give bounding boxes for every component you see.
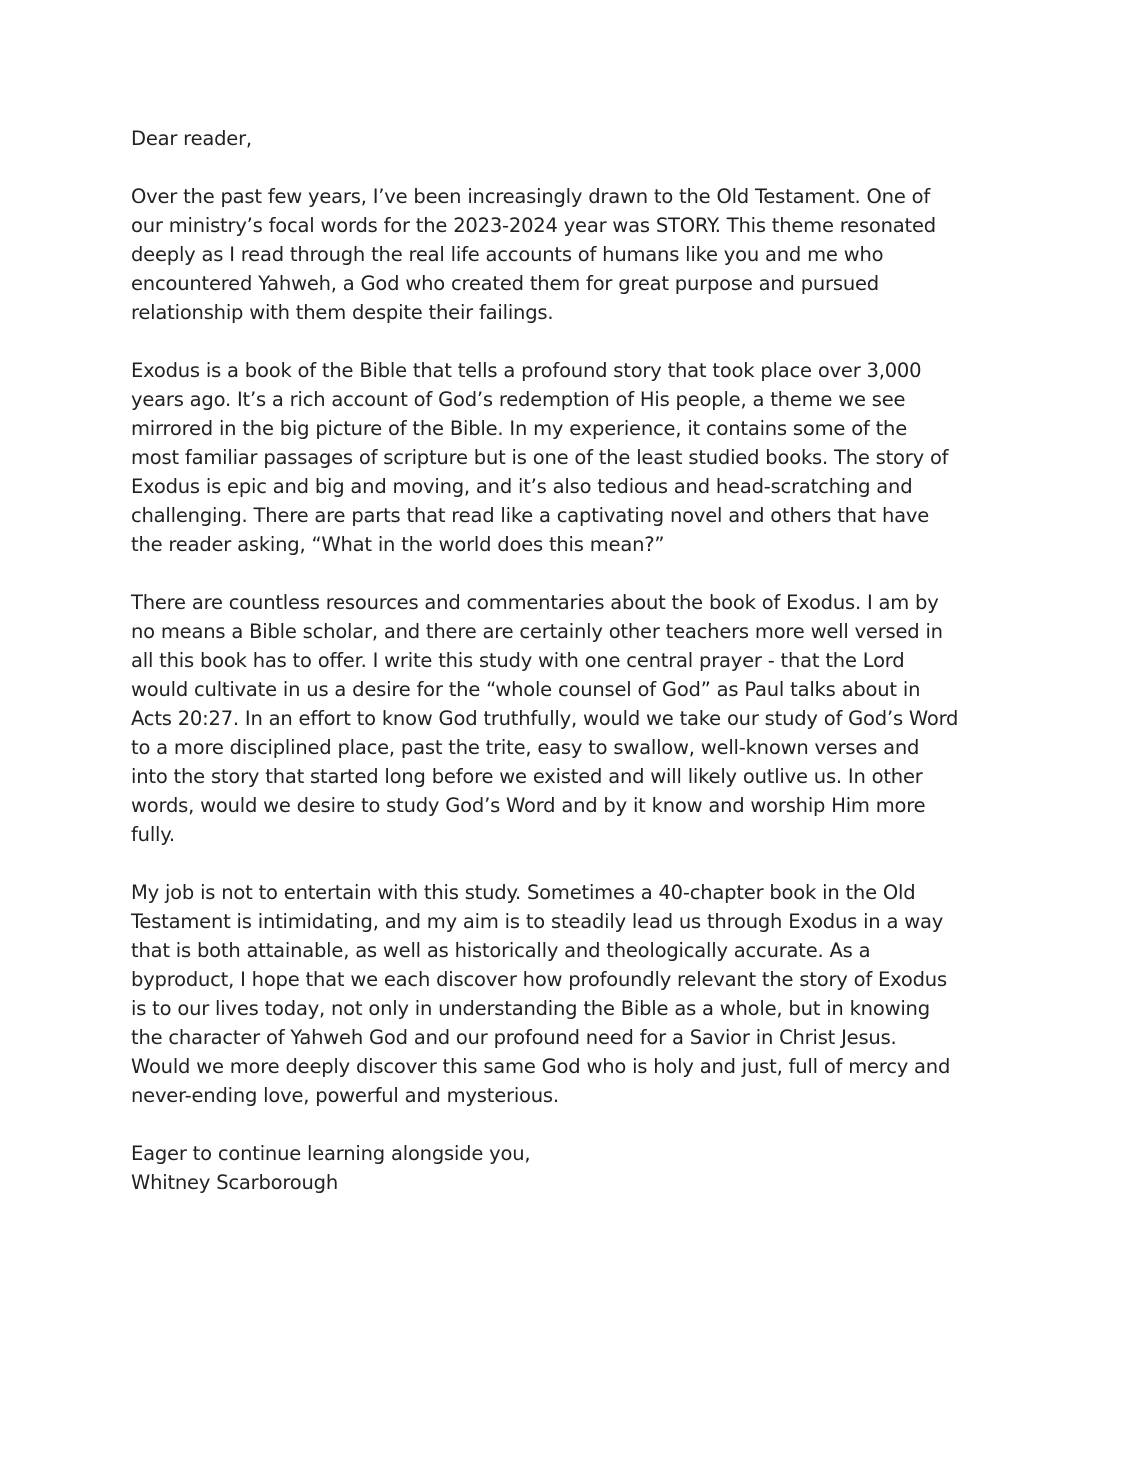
text-line: our ministry’s focal words for the 2023-2024 year was STORY. This theme resonated bbox=[131, 214, 936, 237]
text-line: Acts 20:27. In an effort to know God truthfully, would we take our study of God’s Word bbox=[131, 707, 959, 730]
text-line: that is both attainable, as well as historically and theologically accurate. As a bbox=[131, 939, 871, 962]
text-line: fully. bbox=[131, 823, 175, 846]
text-line: My job is not to entertain with this study. Sometimes a 40-chapter book in the Old bbox=[131, 881, 916, 904]
text-line: would cultivate in us a desire for the “whole counsel of God” as Paul talks about in bbox=[131, 678, 921, 701]
text-line: all this book has to offer. I write this study with one central prayer - that the Lord bbox=[131, 649, 905, 672]
text-line: byproduct, I hope that we each discover how profoundly relevant the story of Exodus bbox=[131, 968, 947, 991]
text-line: to a more disciplined place, past the trite, easy to swallow, well-known verses and bbox=[131, 736, 920, 759]
text-line: challenging. There are parts that read like a captivating novel and others that have bbox=[131, 504, 930, 527]
text-line: most familiar passages of scripture but is one of the least studied books. The story of bbox=[131, 446, 949, 469]
text-line: There are countless resources and commentaries about the book of Exodus. I am by bbox=[131, 591, 939, 614]
paragraph-exodus bbox=[131, 356, 1021, 559]
text-line: the reader asking, “What in the world does this mean?” bbox=[131, 533, 665, 556]
text-line: Exodus is epic and big and moving, and it’s also tedious and head-scratching and bbox=[131, 475, 913, 498]
text-line: into the story that started long before we existed and will likely outlive us. In other bbox=[131, 765, 923, 788]
paragraph-purpose bbox=[131, 878, 1021, 1110]
text-line: mirrored in the big picture of the Bible. In my experience, it contains some of the bbox=[131, 417, 907, 440]
text-line: Testament is intimidating, and my aim is to steadily lead us through Exodus in a way bbox=[131, 910, 944, 933]
signature: Whitney Scarborough bbox=[131, 1171, 338, 1194]
text-line: encountered Yahweh, a God who created them for great purpose and pursued bbox=[131, 272, 879, 295]
signature-block bbox=[131, 1139, 1021, 1197]
text-line: no means a Bible scholar, and there are certainly other teachers more well versed in bbox=[131, 620, 943, 643]
text-line: deeply as I read through the real life accounts of humans like you and me who bbox=[131, 243, 884, 266]
text-line: Would we more deeply discover this same God who is holy and just, full of mercy and bbox=[131, 1055, 951, 1078]
salutation: Dear reader, bbox=[131, 127, 252, 150]
text-line: Exodus is a book of the Bible that tells a profound story that took place over 3,000 bbox=[131, 359, 922, 382]
text-line: relationship with them despite their failings. bbox=[131, 301, 554, 324]
text-line: words, would we desire to study God’s Word and by it know and worship Him more bbox=[131, 794, 926, 817]
letter bbox=[131, 124, 1021, 1197]
text-line: is to our lives today, not only in understanding the Bible as a whole, but in knowing bbox=[131, 997, 930, 1020]
text-line: the character of Yahweh God and our profound need for a Savior in Christ Jesus. bbox=[131, 1026, 897, 1049]
text-line: never-ending love, powerful and mysterious. bbox=[131, 1084, 559, 1107]
paragraph-intro bbox=[131, 182, 1021, 327]
paragraph-resources bbox=[131, 588, 1021, 849]
text-line: years ago. It’s a rich account of God’s redemption of His people, a theme we see bbox=[131, 388, 906, 411]
text-line: Over the past few years, I’ve been increasingly drawn to the Old Testament. One of bbox=[131, 185, 931, 208]
closing: Eager to continue learning alongside you, bbox=[131, 1142, 531, 1165]
